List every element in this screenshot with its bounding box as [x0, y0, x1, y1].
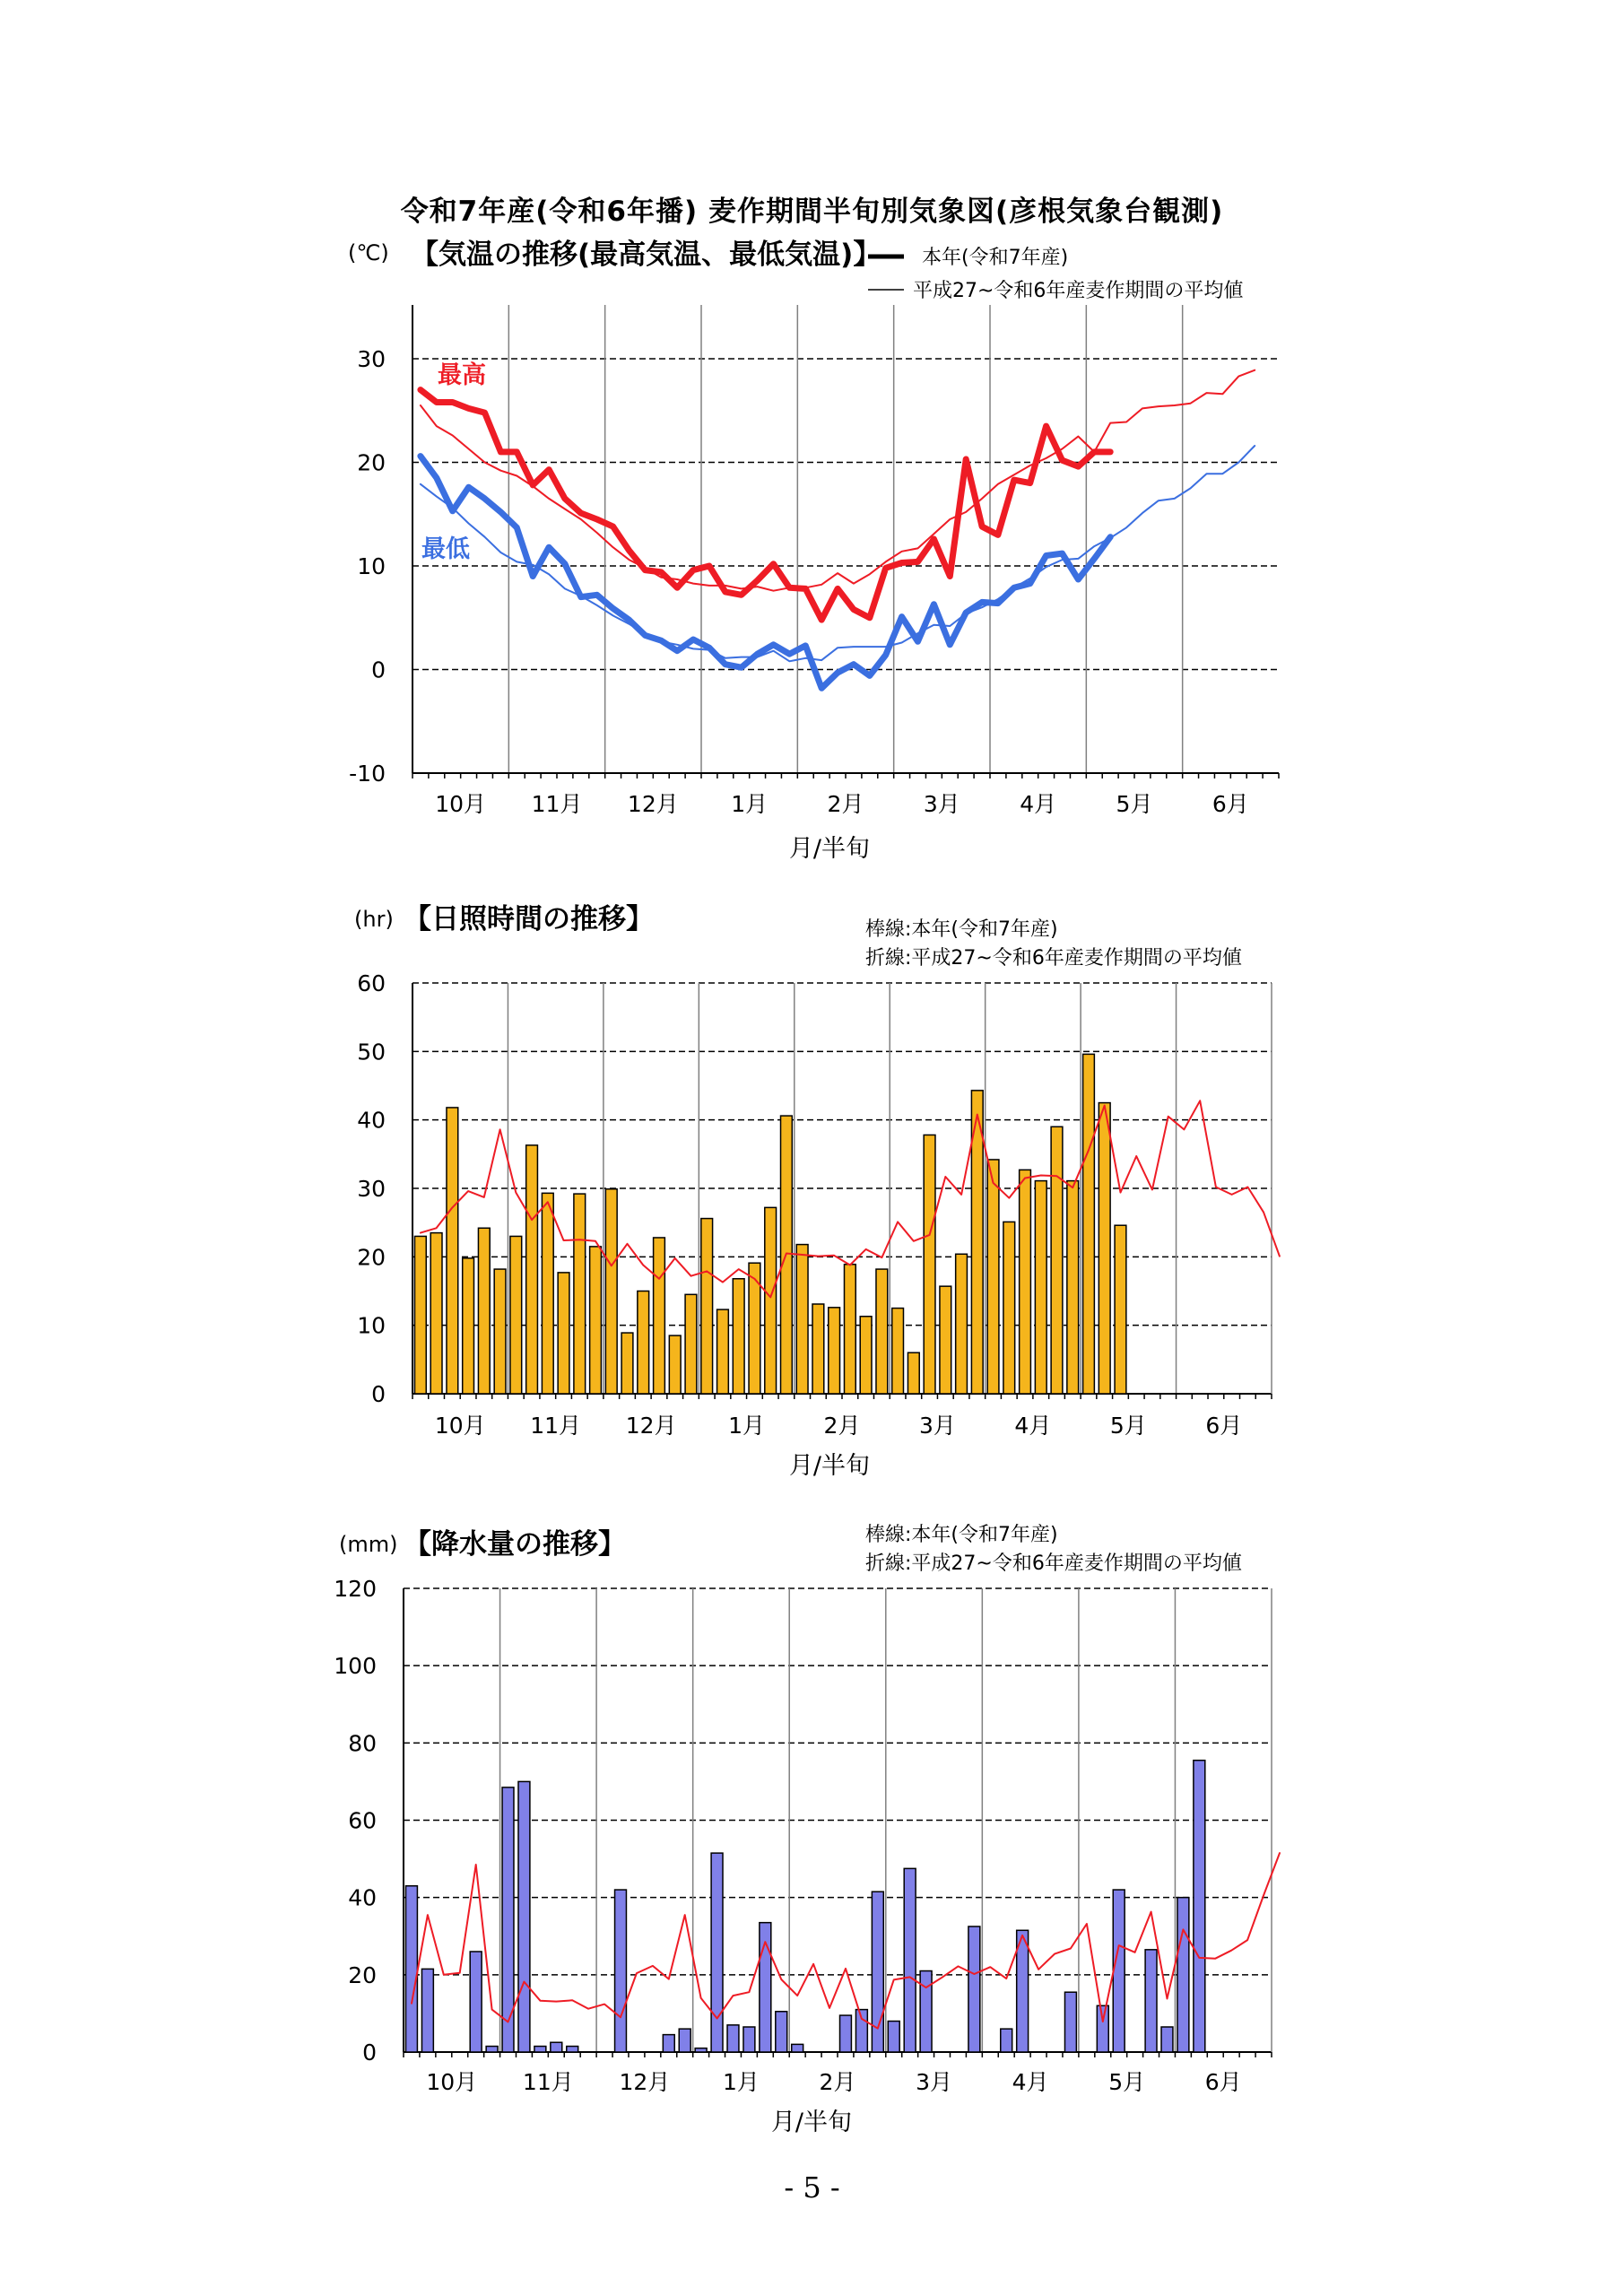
y-tick-label: 60	[348, 1807, 377, 1834]
month-label: 2月	[827, 791, 864, 817]
temperature-x-axis-title: 月/半旬	[788, 835, 871, 863]
month-label: 1月	[722, 2069, 760, 2095]
precipitation-bar	[792, 2044, 803, 2052]
month-label: 5月	[1108, 2069, 1146, 2095]
y-tick-label: 20	[357, 1244, 386, 1271]
max-temp-label: 最高	[438, 361, 486, 389]
sunshine-bar	[574, 1194, 586, 1394]
sunshine-bar	[590, 1247, 602, 1394]
sunshine-chart	[0, 883, 1624, 1493]
sunshine-bar	[621, 1333, 633, 1394]
sunshine-bar	[558, 1273, 569, 1394]
precipitation-chart	[0, 1498, 1624, 2144]
month-label: 3月	[916, 2069, 953, 2095]
month-label: 1月	[731, 791, 769, 817]
y-tick-label: 30	[357, 346, 386, 372]
sunshine-bar	[605, 1189, 617, 1394]
sunshine-bar	[430, 1233, 442, 1394]
y-tick-label: 20	[348, 1961, 377, 1988]
precipitation-bar	[840, 2015, 852, 2052]
month-label: 3月	[923, 791, 960, 817]
page-title: 令和7年産(令和6年播) 麦作期間半旬別気象図(彦根気象台観測)	[400, 196, 1224, 228]
y-tick-label: 120	[334, 1576, 377, 1602]
min-temp-label: 最低	[421, 535, 470, 563]
precipitation-bar	[567, 2047, 578, 2052]
precipitation-bar	[518, 1781, 530, 2052]
month-label: 2月	[819, 2069, 856, 2095]
precipitation-bar	[1113, 1890, 1125, 2052]
sunshine-bar	[414, 1236, 426, 1394]
precipitation-bar	[888, 2022, 899, 2052]
y-tick-label: 60	[357, 970, 386, 996]
sunshine-x-axis-title: 月/半旬	[788, 1452, 871, 1480]
precipitation-bar	[615, 1890, 627, 2052]
page-number: - 5 -	[784, 2170, 840, 2205]
sunshine-bar	[796, 1245, 808, 1394]
sunshine-bar	[463, 1258, 474, 1394]
month-label: 10月	[426, 2069, 478, 2095]
precipitation-x-axis-title: 月/半旬	[770, 2109, 853, 2136]
sunshine-bar	[1083, 1054, 1095, 1394]
precipitation-bar	[1194, 1761, 1205, 2052]
sunshine-bar	[1115, 1225, 1126, 1394]
sunshine-bar	[908, 1352, 919, 1394]
precipitation-bar	[727, 2025, 739, 2052]
month-label: 6月	[1211, 791, 1249, 817]
sunshine-bar	[1003, 1222, 1015, 1394]
sunshine-bar	[956, 1254, 968, 1394]
y-tick-label: 10	[357, 1312, 386, 1339]
precipitation-bar	[679, 2029, 690, 2052]
sunshine-bar	[892, 1309, 904, 1394]
sunshine-bar	[701, 1219, 713, 1394]
y-tick-label: 40	[348, 1884, 377, 1911]
precipitation-bar	[663, 2035, 674, 2052]
precipitation-bar	[551, 2042, 562, 2052]
precipitation-unit: (mm)	[339, 1532, 398, 1557]
precipitation-bar	[1145, 1950, 1157, 2052]
sunshine-unit: (hr)	[354, 907, 394, 932]
y-tick-label: 10	[357, 553, 386, 579]
precipitation-bar	[486, 2047, 498, 2052]
month-label: 5月	[1109, 1413, 1147, 1439]
y-tick-label: -10	[349, 761, 386, 787]
sunshine-bar	[447, 1108, 458, 1394]
precipitation-bar	[1161, 2027, 1173, 2052]
sunshine-bar	[924, 1135, 935, 1394]
month-label: 11月	[530, 1413, 582, 1439]
precipitation-bar	[1064, 1992, 1076, 2052]
sunshine-legend-line: 折線:平成27~令和6年産麦作期間の平均値	[865, 947, 1242, 970]
month-label: 6月	[1205, 1413, 1243, 1439]
precipitation-bar	[743, 2027, 755, 2052]
month-label: 12月	[627, 791, 679, 817]
temperature-chart	[0, 224, 1624, 879]
y-tick-label: 0	[362, 2039, 377, 2066]
precipitation-legend-bar: 棒線:本年(令和7年産)	[865, 1524, 1058, 1546]
sunshine-bar	[638, 1292, 649, 1395]
precipitation-bar	[920, 1971, 932, 2052]
sunshine-bar	[717, 1309, 729, 1394]
month-label: 4月	[1012, 2069, 1049, 2095]
sunshine-bar	[478, 1228, 490, 1394]
month-label: 1月	[728, 1413, 766, 1439]
month-label: 12月	[619, 2069, 671, 2095]
sunshine-bar	[1099, 1103, 1110, 1394]
sunshine-bar	[1051, 1126, 1063, 1394]
sunshine-bar	[654, 1238, 665, 1394]
month-label: 4月	[1020, 791, 1057, 817]
sunshine-bar	[876, 1269, 888, 1394]
sunshine-bar	[844, 1265, 855, 1394]
y-tick-label: 40	[357, 1107, 386, 1134]
precipitation-bar	[711, 1853, 723, 2052]
legend-average: 平成27~令和6年産麦作期間の平均値	[913, 280, 1244, 302]
month-label: 2月	[823, 1413, 861, 1439]
precipitation-bar	[470, 1952, 482, 2052]
sunshine-bar	[1020, 1170, 1031, 1394]
y-tick-label: 0	[371, 1381, 386, 1407]
precipitation-bar	[406, 1886, 418, 2052]
precipitation-bar	[1001, 2029, 1012, 2052]
y-tick-label: 80	[348, 1730, 377, 1757]
month-label: 12月	[625, 1413, 677, 1439]
legend-current-year: 本年(令和7年産)	[922, 247, 1069, 269]
precipitation-bar	[968, 1926, 980, 2052]
precipitation-bar	[534, 2047, 546, 2052]
temperature-unit: (℃)	[348, 240, 389, 265]
sunshine-bar	[685, 1294, 697, 1394]
precipitation-bar	[776, 2012, 787, 2052]
sunshine-bar	[1067, 1181, 1079, 1394]
precipitation-bar	[1097, 2005, 1108, 2052]
sunshine-bar	[542, 1193, 553, 1394]
precipitation-bar	[695, 2048, 707, 2052]
precipitation-bar	[904, 1868, 916, 2052]
sunshine-bar	[510, 1236, 522, 1394]
month-label: 10月	[435, 791, 487, 817]
precipitation-legend-line: 折線:平成27~令和6年産麦作期間の平均値	[865, 1552, 1242, 1575]
sunshine-bar	[733, 1279, 744, 1394]
y-tick-label: 0	[371, 657, 386, 683]
sunshine-bar	[860, 1317, 872, 1394]
precipitation-bar	[1177, 1898, 1189, 2052]
month-label: 11月	[522, 2069, 574, 2095]
temperature-chart-title: 【気温の推移(最高気温、最低気温)】	[411, 239, 881, 271]
precipitation-chart-title: 【降水量の推移】	[404, 1528, 626, 1561]
sunshine-bar	[526, 1145, 538, 1394]
month-label: 10月	[434, 1413, 486, 1439]
y-tick-label: 50	[357, 1039, 386, 1065]
sunshine-bar	[669, 1335, 681, 1394]
sunshine-chart-title: 【日照時間の推移】	[404, 903, 654, 935]
y-tick-label: 20	[357, 449, 386, 476]
y-tick-label: 30	[357, 1176, 386, 1202]
sunshine-bar	[812, 1304, 824, 1394]
sunshine-bar	[829, 1308, 840, 1394]
sunshine-legend-bar: 棒線:本年(令和7年産)	[865, 918, 1058, 941]
precipitation-bar	[421, 1969, 433, 2052]
sunshine-bar	[987, 1160, 999, 1394]
sunshine-bar	[940, 1286, 951, 1394]
month-label: 6月	[1204, 2069, 1242, 2095]
month-label: 11月	[531, 791, 583, 817]
month-label: 4月	[1014, 1413, 1052, 1439]
sunshine-bar	[1035, 1181, 1046, 1394]
month-label: 3月	[918, 1413, 956, 1439]
y-tick-label: 100	[334, 1653, 377, 1680]
temperature-current-line	[421, 390, 1110, 620]
month-label: 5月	[1116, 791, 1153, 817]
sunshine-bar	[494, 1269, 506, 1394]
sunshine-bar	[765, 1207, 777, 1394]
